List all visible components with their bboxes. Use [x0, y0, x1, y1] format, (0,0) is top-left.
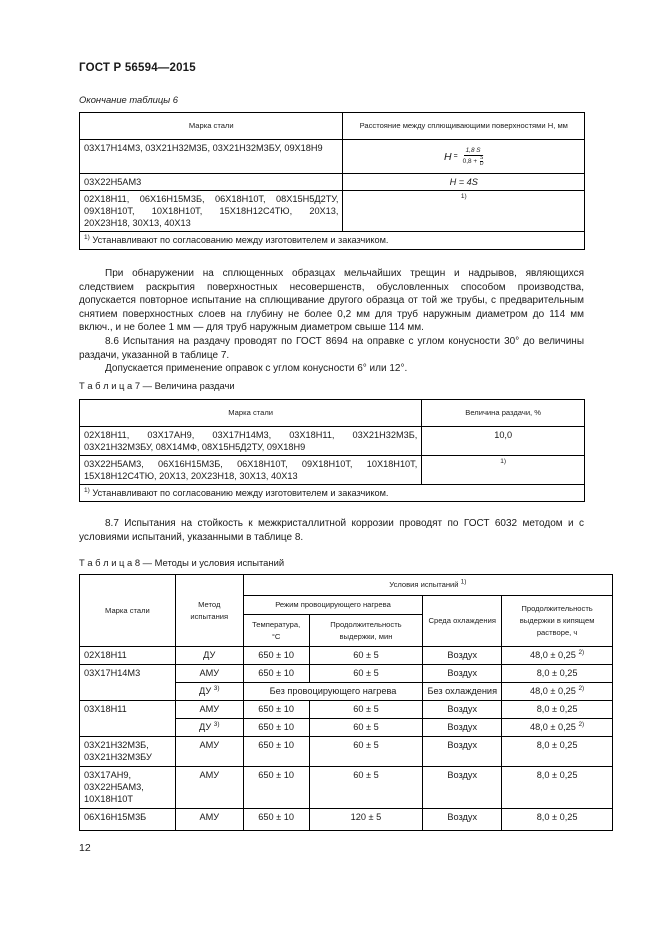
table8-cell-temp: 650 ± 10: [243, 809, 309, 831]
table8-cell-medium: Воздух: [423, 647, 502, 665]
table8-header-temp: Температура, °С: [243, 615, 309, 647]
table-row: [80, 427, 585, 456]
table8-cell-temp: 650 ± 10: [243, 665, 309, 683]
table8-cell-medium: Воздух: [423, 767, 502, 809]
table8-header-duration: Продолжительность выдержки, мин: [309, 615, 423, 647]
table-row: [80, 174, 585, 191]
table7-footnote-row: [80, 485, 585, 502]
table7-cell-value: 1): [422, 456, 585, 485]
table8-cell-duration: 60 ± 5: [309, 701, 423, 719]
table8-cell-medium: Воздух: [423, 809, 502, 831]
flattening-formula: H = 1,8 S 0,8 + $\frac{S}{D}$: [443, 146, 484, 167]
table8-cell-method: ДУ $^{3)}$: [175, 719, 243, 737]
table8-cell-duration: 60 ± 5: [309, 737, 423, 767]
table-row: [80, 767, 613, 809]
table8-cell-boil: 48,0 ± 0,25 $^{2)}$: [502, 719, 613, 737]
body-text-block-2: [79, 517, 584, 544]
table8-cell-duration: 60 ± 5: [309, 719, 423, 737]
table-row: [80, 191, 585, 232]
table8-header-conditions: Условия испытаний 1): [243, 575, 612, 596]
table7-cell-steel: 02Х18Н11, 03Х17АН9, 03Х17Н14М3, 03Х18Н11, 03Х21Н32М3Б, 03Х21Н32М3БУ, 08Х14МФ, 08Х15Н5Д2ТУ, 09Х18Н9: [80, 427, 422, 456]
table8-header-heating: Режим провоцирующего нагрева: [243, 596, 423, 615]
table8-cell-method: АМУ: [175, 737, 243, 767]
table8-cell-boil: 8,0 ± 0,25: [502, 809, 613, 831]
table6-caption: Окончание таблицы 6: [79, 94, 178, 105]
paragraph-mandrel: Допускается применение оправок с углом конусности 6° или 12°.: [105, 363, 408, 375]
table8-caption: Т а б л и ц а 8 — Методы и условия испытаний: [79, 557, 285, 568]
paragraph-8-6: 8.6 Испытания на раздачу проводят по ГОСТ 8694 на оправке с углом конусности 30° до величины раздачи, указанной в таблице 7.: [79, 335, 584, 361]
table8-cell-temp: 650 ± 10: [243, 719, 309, 737]
table6-header-steel: Марка стали: [80, 113, 343, 140]
table-row: [80, 737, 613, 767]
paragraph-flattening-retest: При обнаружении на сплющенных образцах мельчайших трещин и надрывов, являющихся следствием раскрытия поверхностных несовершенств, обусловленных способом производства, допускается повторное испытание на сплющивание другого образца от той же трубы, с предварительным снятием поверхностных слоев на глубину не более 0,2 мм для труб наружным диаметром до 114 мм включ., и не более 1 мм — для труб наружным диаметром свыше 114 мм.: [79, 268, 584, 334]
table8-header-method: Метод испытания: [175, 575, 243, 647]
table8-cell-duration: 60 ± 5: [309, 767, 423, 809]
table8-cell-steel: 03Х17АН9, 03Х22Н5АМ3, 10Х18Н10Т: [80, 767, 176, 809]
table8-cell-duration: 60 ± 5: [309, 647, 423, 665]
table8-cell-method: АМУ: [175, 767, 243, 809]
table8-cell-steel: 03Х17Н14М3: [80, 665, 176, 701]
table8-cell-boil: 48,0 ± 0,25 $^{2)}$: [502, 647, 613, 665]
table7-cell-steel: 03Х22Н5АМ3, 06Х16Н15М3Б, 06Х18Н10Т, 09Х18Н10Т, 10Х18Н10Т, 15Х18Н12С4ТЮ, 20Х13, 20Х23Н18, 30Х13, 40Х13: [80, 456, 422, 485]
table8-cell-boil: 8,0 ± 0,25: [502, 767, 613, 809]
table8-cell-medium: Воздух: [423, 665, 502, 683]
table6-cell-value: 1): [343, 191, 585, 232]
table-row: [80, 809, 613, 831]
table6-cell-formula: [343, 140, 585, 174]
table8-cell-duration: 60 ± 5: [309, 665, 423, 683]
table8-cell-boil: 8,0 ± 0,25: [502, 665, 613, 683]
table7-caption: Т а б л и ц а 7 — Величина раздачи: [79, 380, 235, 391]
table8-header-boil: Продолжительность выдержки в кипящем растворе, ч: [502, 596, 613, 647]
table8-cell-method: АМУ: [175, 809, 243, 831]
table8-cell-method: АМУ: [175, 665, 243, 683]
table-row: [80, 456, 585, 485]
table8-cell-medium: Воздух: [423, 737, 502, 767]
table8-cell-temp: 650 ± 10: [243, 767, 309, 809]
page-number: 12: [79, 842, 91, 854]
table-row: [80, 647, 613, 665]
table8-cell-boil: 8,0 ± 0,25: [502, 737, 613, 767]
table7-cell-value: 10,0: [422, 427, 585, 456]
table8-header-steel: Марка стали: [80, 575, 176, 647]
table8-cell-duration: 120 ± 5: [309, 809, 423, 831]
table8-cell-medium: Без охлаждения: [423, 683, 502, 701]
table8-cell-steel: 06Х16Н15М3Б: [80, 809, 176, 831]
body-text-block-1: [79, 267, 584, 376]
table-row: [80, 701, 613, 719]
table-row: [80, 140, 585, 174]
table7: [79, 399, 585, 502]
table6-cell-steel: 02Х18Н11, 06Х16Н15М3Б, 06Х18Н10Т, 08Х15Н5Д2ТУ, 09Х18Н10Т, 10Х18Н10Т, 15Х18Н12С4ТЮ, 20Х13, 20Х23Н18, 30Х13, 40Х13: [80, 191, 343, 232]
table8-header-medium: Среда охлаждения: [423, 596, 502, 647]
table6-footnote-row: [80, 232, 585, 250]
document-header: ГОСТ Р 56594—2015: [79, 62, 196, 74]
table8-cell-temp: 650 ± 10: [243, 647, 309, 665]
table8-cell-temp: 650 ± 10: [243, 701, 309, 719]
table8-cell-temp: 650 ± 10: [243, 737, 309, 767]
table8-cell-steel: 03Х21Н32М3Б, 03Х21Н32М3БУ: [80, 737, 176, 767]
table8-cell-steel: 03Х18Н11: [80, 701, 176, 737]
table8-cell-boil: 8,0 ± 0,25: [502, 701, 613, 719]
paragraph-8-7: 8.7 Испытания на стойкость к межкристаллитной коррозии проводят по ГОСТ 6032 методом и с условиями испытаний, указанными в таблице 8.: [79, 518, 584, 543]
table8-cell-medium: Воздух: [423, 719, 502, 737]
table8-cell-boil: 48,0 ± 0,25 $^{2)}$: [502, 683, 613, 701]
table8-cell-no-heating: Без провоцирующего нагрева: [243, 683, 423, 701]
table8-cell-steel: 02Х18Н11: [80, 647, 176, 665]
table6-cell-steel: 03Х17Н14М3, 03Х21Н32М3Б, 03Х21Н32М3БУ, 09Х18Н9: [80, 140, 343, 174]
table6-footnote: $^{1)}$ Устанавливают по согласованию между изготовителем и заказчиком.: [80, 232, 585, 250]
table8-cell-method: ДУ $^{3)}$: [175, 683, 243, 701]
table8-cell-medium: Воздух: [423, 701, 502, 719]
table7-header-expansion: Величина раздачи, %: [422, 400, 585, 427]
table6: [79, 112, 585, 250]
table6-cell-steel: 03Х22Н5АМ3: [80, 174, 343, 191]
table8-cell-method: ДУ: [175, 647, 243, 665]
table-row: [80, 665, 613, 683]
table6-cell-value: H = 4S: [343, 174, 585, 191]
table8-cell-method: АМУ: [175, 701, 243, 719]
table8: [79, 574, 613, 831]
table6-header-distance: Расстояние между сплющивающими поверхностями H, мм: [343, 113, 585, 140]
table7-footnote: $^{1)}$ Устанавливают по согласованию между изготовителем и заказчиком.: [80, 485, 585, 502]
table7-header-steel: Марка стали: [80, 400, 422, 427]
